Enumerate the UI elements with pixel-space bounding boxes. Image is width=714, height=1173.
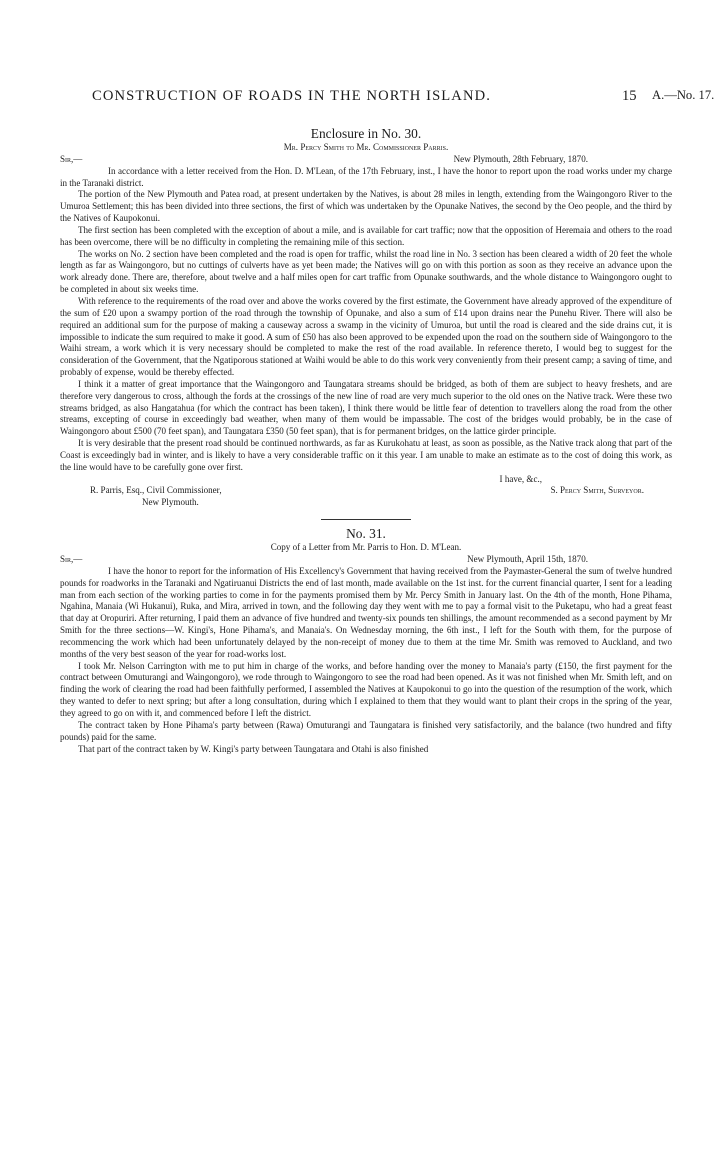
- letter31-heading: No. 31.: [346, 526, 386, 542]
- enclosure-paragraph: With reference to the requirements of the road over and above the works covered by the first estimate, the Government have already approved of the expenditure of the sum of £20 upon a swampy portion of the road through the township of Opunake, and also a sum of £14 upon drains near the Punehu River. There will also be required an additional sum for the purpose of making a causeway across a swamp in the vicinity of Umuroa, but until the road is cleared and the side drains cut, it is impossible to indicate the sum required to make it good. A sum of £50 has also been approved to be expended upon the road on the southern side of Waingongoro to the Waihi stream, a work which it is very necessary should be completed to make the rest of the road available. In reference thereto, I would beg to suggest for the consideration of the Government, that the Ngatiporous stationed at Waihi would be able to do this work very conveniently from their present camp; a saving of time, and probably of expense, would be thereby effected.: [60, 295, 672, 378]
- enclosure-signature-row: [60, 485, 672, 497]
- running-head-title: CONSTRUCTION OF ROADS IN THE NORTH ISLAND.: [92, 88, 491, 104]
- letter31-paragraph: That part of the contract taken by W. Kingi's party between Taungatara and Otahi is also finished: [78, 743, 429, 754]
- enclosure-addressee: R. Parris, Esq., Civil Commissioner,: [90, 485, 222, 496]
- letter31-place-date: New Plymouth, April 15th, 1870.: [467, 554, 588, 564]
- enclosure-subheading: Mr. Percy Smith to Mr. Commissioner Parris.: [283, 142, 449, 152]
- enclosure-salutation-row: [60, 154, 672, 166]
- letter31-paragraph: I took Mr. Nelson Carrington with me to put him in charge of the works, and before handing over the money to Manaia's party (£150, the first payment for the contract between Omuturangi and Waingongoro), we rode through to Waingongoro to see the road had been opened. As it was not finished when Mr. Smith left, and on finding the work of clearing the road had been faithfully performed, I assembled the Natives at Kaupokonui to go into the question of the resumption of the work, which they wanted to defer to next spring; but after a long consultation, during which I explained to them that they would want to plant their crops in the spring of the year, they agreed to go on with it, and commenced before I left the district.: [60, 660, 672, 718]
- enclosure-signature: S. Percy Smith, Surveyor.: [550, 485, 644, 496]
- enclosure-paragraph: It is very desirable that the present road should be continued northwards, as far as Kurukohatu at least, as soon as possible, as the Native track along that part of the Coast is exceedingly bad in winter, and is likely to have a very considerable traffic on it this year. I am unable to make an estimate as to the cost of doing this work, as the line would have to be carefully gone over first.: [60, 438, 672, 472]
- running-head: [60, 88, 714, 110]
- enclosure-place-date: New Plymouth, 28th February, 1870.: [453, 153, 588, 164]
- section-divider: [321, 519, 411, 520]
- enclosure-salutation: Sir,—: [60, 153, 83, 164]
- page-number: 15: [622, 88, 637, 104]
- letter31-salutation-row: [60, 554, 672, 566]
- enclosure-heading: Enclosure in No. 30.: [310, 126, 422, 141]
- enclosure-paragraph: The works on No. 2 section have been completed and the road is open for traffic, whilst the road line in No. 3 section has been cleared a width of 20 feet the whole length as far as Waingongoro, but no cuttings of culverts have as yet been made; the Natives will go on with this portion as soon as they receive an advance upon the work already done. There are, therefore, about twelve and a half miles open for cart traffic from Opunake southwards, and the whole distance to Waingongoro ought to be completed in about six weeks time.: [60, 248, 672, 295]
- letter31-salutation: Sir,—: [60, 554, 83, 564]
- letter31-subheading: Copy of a Letter from Mr. Parris to Hon. D. M'Lean.: [270, 542, 462, 553]
- enclosure-paragraph: I think it a matter of great importance that the Waingongoro and Taungatara streams should be bridged, as both of them are subject to heavy freshets, and are therefore very dangerous to cross, although the fords at the crossings of the new line of road are very much superior to the old ones on the Native track. Were these two streams bridged, as also Hangatahua (for which the contract has been taken), I think there would be little fear of detention to travellers along the road from the other streams, excepting of course in exceedingly bad weather, when many of them would be impassable. The cost of the bridges would probably, be in the case of Waingongoro about £500 (70 feet span), and Taungatara £350 (50 feet span), that is for permanent bridges, on the lattice girder principle.: [60, 378, 672, 437]
- enclosure-paragraph: In accordance with a letter received from the Hon. D. M'Lean, of the 17th February, inst., I have the honor to report upon the road works under my charge in the Taranaki district.: [60, 165, 672, 188]
- enclosure-addressee-place: New Plymouth.: [142, 497, 199, 508]
- enclosure-paragraph: The first section has been completed with the exception of about a mile, and is available for cart traffic; now that the opposition of Heremaia and others to the road has been overcome, there will be no difficulty in completing the remaining mile of this section.: [60, 224, 672, 247]
- letter31-paragraph: I have the honor to report for the information of His Excellency's Government that having received from the Paymaster-General the sum of twelve hundred pounds for roadworks in the Taranaki and Ngatiruanui Districts the end of last month, made available on the 1st inst. for the current financial quarter, I sent for a leading man from each section of the working parties to come in for the payments promised them by Mr. Percy Smith in January last. On the 4th of the month, Hone Pihama, Ngahina, Manaia (Wi Hukanui), Ruka, and Mira, arrived in town, and the following day they went with me to pay a formal visit to the Puketapu, who had a great feast that day at Oropuriri. After returning, I paid them an advance of five hundred and twenty-six pounds ten shillings, the amount recommended as a second payment by Mr Smith for the three sections—W. Kingi's, Hone Pihama's, and Manaia's. On Wednesday morning, the 6th inst., I left for the South with them, for the purpose of recommencing the work which had been unfortunately delayed by the non-receipt of money due to them at the time Mr. Smith was removed to Auckland, and two months of the very best season of the year for road-works lost.: [60, 565, 672, 659]
- enclosure-closing: I have, &c.,: [499, 473, 542, 484]
- letter31-paragraph: The contract taken by Hone Pihama's party between (Rawa) Omuturangi and Taungatara is finished very satisfactorily, and the balance (two hundred and fifty pounds) paid for the same.: [60, 719, 672, 742]
- paper-reference: A.—No. 17.: [652, 88, 714, 102]
- enclosure-paragraph: The portion of the New Plymouth and Patea road, at present undertaken by the Natives, is about 28 miles in length, extending from the Waingongoro River to the Umuroa Settlement; this has been divided into three sections, the first of which was undertaken by the Opunake Natives, the second by the Oeo people, and the third by the Natives of Kaupokonui.: [60, 189, 672, 224]
